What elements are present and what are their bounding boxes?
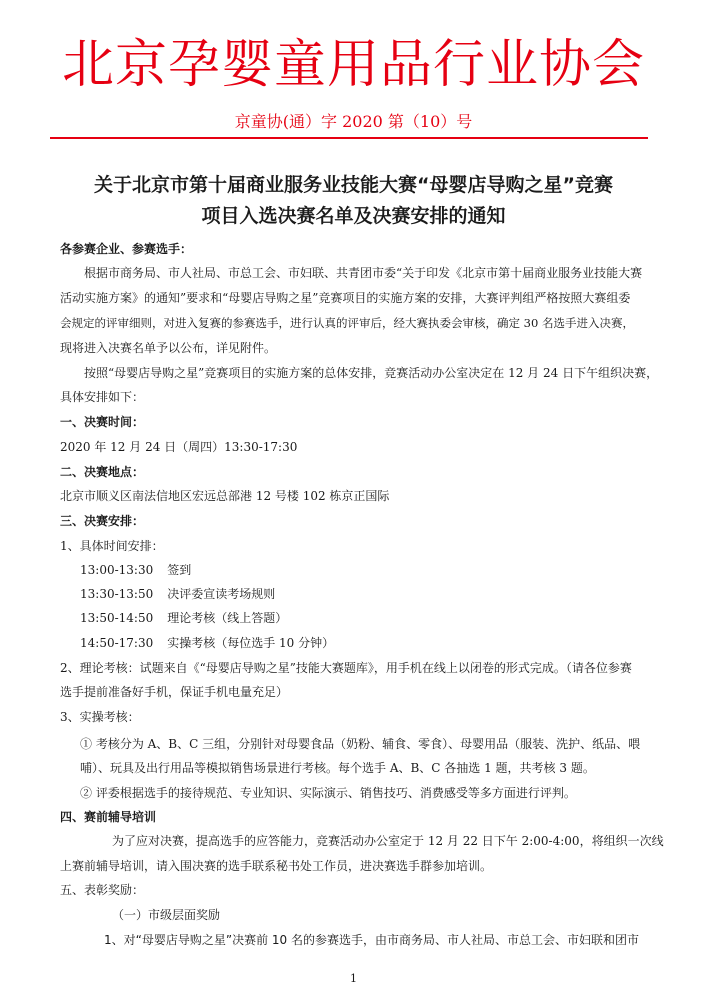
schedule-row: [80, 583, 670, 605]
schedule-time: 13:00-13:30: [80, 563, 154, 577]
section-time-heading: 一、决赛时间：: [60, 415, 145, 429]
intro-p1-line-4: 现将进入决赛名单予以公布，详见附件。: [60, 341, 277, 355]
schedule-event: 决评委宣读考场规则: [167, 587, 276, 601]
arrangement-item-2-line-1: 2、理论考核：试题来自《“母婴店导购之星”技能大赛题库》，用手机在线上以闭卷的形式完成。（请各位参赛: [60, 661, 632, 675]
arrangement-item-3-1-line-1: ① 考核分为 A、B、C 三组，分别针对母婴食品（奶粉、辅食、零食）、母婴用品（服装、洗护、纸品、喂: [80, 737, 641, 751]
schedule-row: [80, 632, 670, 654]
title-line-2: 项目入选决赛名单及决赛安排的通知: [201, 205, 506, 227]
org-name-header: 北京孕婴童用品行业协会: [61, 35, 645, 95]
section-time-value: 2020 年 12 月 24 日（周四）13:30-17:30: [60, 440, 298, 454]
schedule-row: [80, 607, 670, 629]
intro-p1-line-3: 会规定的评审细则，对进入复赛的参赛选手，进行认真的评审后，经大赛执委会审核，确定 30 名选手进入决赛，: [60, 316, 634, 330]
training-line-1: 为了应对决赛，提高选手的应答能力，竞赛活动办公室定于 12 月 22 日下午 2:00-4:00，将组织一次线: [112, 834, 664, 848]
schedule-time: 13:30-13:50: [80, 587, 154, 601]
document-number: 京童协(通）字 2020 第（10）号: [234, 112, 473, 131]
page-number: 1: [350, 972, 357, 985]
section-place-heading: 二、决赛地点：: [60, 465, 145, 479]
schedule-time: 13:50-14:50: [80, 611, 154, 625]
arrangement-item-1: 1、具体时间安排：: [60, 539, 164, 553]
schedule-event: 理论考核（线上答题）: [167, 611, 288, 625]
schedule-time: 14:50-17:30: [80, 636, 154, 650]
schedule-row: [80, 559, 670, 581]
schedule-event: 签到: [167, 563, 192, 577]
training-line-2: 上赛前辅导培训，请入围决赛的选手联系秘书处工作员，进决赛选手群参加培训。: [60, 859, 493, 873]
section-awards-heading: 五、表彰奖励：: [60, 883, 145, 897]
arrangement-item-3-2: ② 评委根据选手的接待规范、专业知识、实际演示、销售技巧、消费感受等多方面进行评判。: [80, 786, 576, 800]
arrangement-item-3: 3、实操考核：: [60, 710, 140, 724]
intro-p2-line-1: 按照“母婴店导购之星”竞赛项目的实施方案的总体安排，竞赛活动办公室决定在 12 月 24 日下午组织决赛，: [84, 366, 659, 380]
section-place-value: 北京市顺义区南法信地区宏远总部港 12 号楼 102 栋京正国际: [60, 489, 390, 503]
salutation: 各参赛企业、参赛选手：: [60, 242, 193, 256]
awards-item-1: 1、对“母婴店导购之星”决赛前 10 名的参赛选手，由市商务局、市人社局、市总工会、市妇联和团市: [104, 933, 639, 947]
red-divider: [50, 137, 648, 139]
schedule-event: 实操考核（每位选手 10 分钟）: [167, 636, 335, 650]
intro-p1-line-1: 根据市商务局、市人社局、市总工会、市妇联、共青团市委“关于印发《北京市第十届商业服务业技能大赛: [84, 266, 643, 280]
section-arrangement-heading: 三、决赛安排：: [60, 514, 145, 528]
awards-sub-1: （一）市级层面奖励: [112, 908, 221, 922]
section-training-heading: 四、赛前辅导培训: [60, 810, 157, 824]
arrangement-item-2-line-2: 选手提前准备好手机，保证手机电量充足）: [60, 685, 289, 699]
title-line-1: 关于北京市第十届商业服务业技能大赛“母婴店导购之星”竞赛: [94, 174, 613, 196]
intro-p1-line-2: 活动实施方案》的通知”要求和“母婴店导购之星”竞赛项目的实施方案的安排，大赛评判组严格按照大赛组委: [60, 291, 631, 305]
arrangement-item-3-1-line-2: 哺）、玩具及出行用品等模拟销售场景进行考核。每个选手 A、B、C 各抽选 1 题，共考核 3 题。: [80, 761, 595, 775]
intro-p2-line-2: 具体安排如下：: [60, 390, 145, 404]
